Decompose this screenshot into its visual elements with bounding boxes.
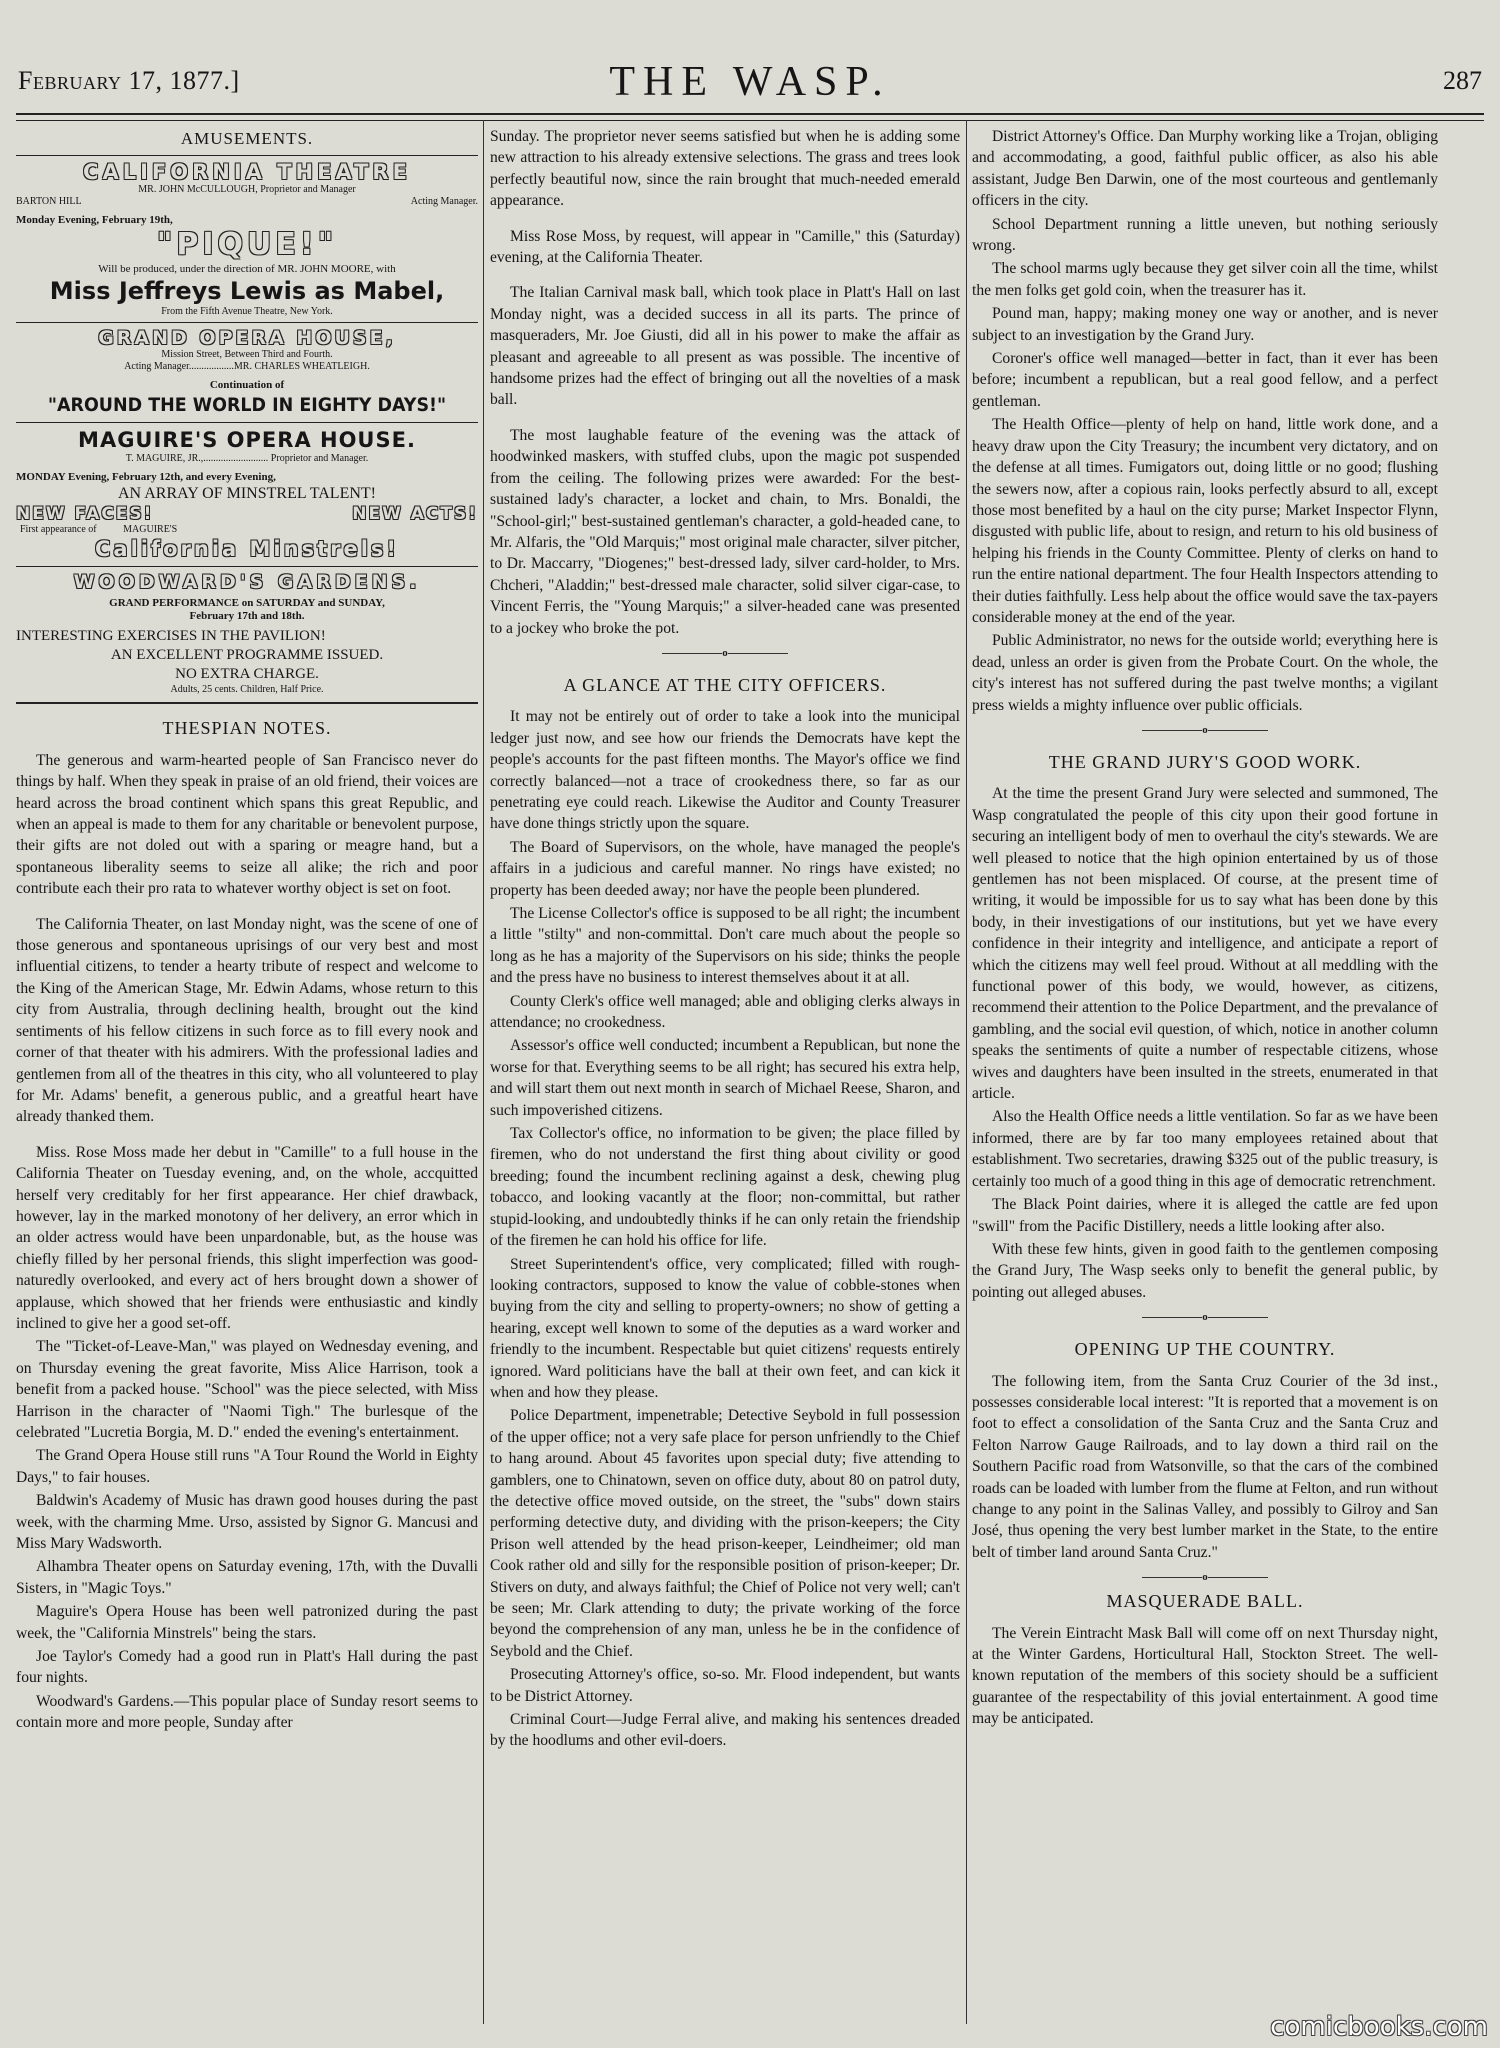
woodwards-no-charge: NO EXTRA CHARGE. (175, 666, 319, 683)
thespian-paragraph: The Grand Opera House still runs "A Tour Round the World in Eighty Days," to fair houses. (16, 1447, 478, 1486)
site-watermark: comicbooks.com (1270, 2012, 1488, 2042)
article-paragraph: Sunday. The proprietor never seems satisfied but when he is adding some new attraction to his already extensive selections. The grass and trees look perfectly beautiful now, since the rain brought that much-needed emerald appearance. (490, 128, 960, 210)
article-paragraph: The following item, from the Santa Cruz Courier of the 3d inst., possesses considerable local interest: "It is reported that a movement is on foot to effect a consolidation of the Santa Cruz and the Santa Cruz and Felton Narrow Gauge Railroads, and to lay down a third rail on the Southern Pacific road from Watsonville, so that the cars of the combined roads can be loaded with lumber from the flume at Felton, and run without change to any point in the Salinas Valley, and possibly to Gilroy and San José, thus opening the very best lumber market in the State, to the entire belt of timber land around Santa Cruz." (972, 1372, 1438, 1561)
page-number: 287 (1443, 66, 1482, 95)
section-separator: o (972, 1309, 1438, 1325)
thespian-paragraph: The California Theater, on last Monday night, was the scene of one of those generous and spontaneous uprisings of our very best and most influential citizens, to tender a hearty tribute of respect and welcome to the King of the American Stage, Mr. Edwin Adams, whose return to this city from Australia, through declining health, brought out the kind sentiments of his fellow citizens in such force as to fill every nook and corner of that theater with his admirers. With the professional ladies and gentlemen from all of the theatres in this city, who all volunteered to play for Mr. Adams' benefit, a generous public, and a greatful heart have already thanked them. (16, 915, 478, 1126)
issue-date: February 17, 1877.] (18, 66, 240, 95)
city-officers-heading: A GLANCE AT THE CITY OFFICERS. (563, 674, 887, 695)
maguires-date: MONDAY Evening, February 12th, and every Evening, (16, 471, 276, 484)
california-theatre-produced: Will be produced, under the direction of MR. JOHN MOORE, with (98, 263, 396, 276)
thespian-paragraph: The "Ticket-of-Leave-Man," was played on Wednesday evening, and on Thursday evening the great favorite, Miss Alice Harrison, took a benefit from a packed house. "School" was the piece selected, with Miss Harrison in the character of "Naomi Tigh." The burlesque of the celebrated "Lucretia Borgia, M. D." ended the evening's entertainment. (16, 1338, 478, 1441)
woodwards-programme: AN EXCELLENT PROGRAMME ISSUED. (110, 647, 384, 664)
california-theatre-play: "PIQUE!" (156, 227, 338, 263)
grand-opera-location: Mission Street, Between Third and Fourth. (161, 349, 333, 361)
article-paragraph: The Health Office—plenty of help on hand, little work done, and a heavy draw upon the City Treasury; the incumbent very dictatory, and on the defense at all times. Fumigators out, doing little or no good; flushing the sewers now, after a copious rain, looks perfectly absurd to all, except those most benefited by a haul on the city purse; Market Inspector Flynn, disgusted with public life, about to resign, and return to his old business of helping his friends in the County Committee. Plenty of clerks on hand to run the entire national department. The four Health Inspectors attending to their duties faithfully. Less help about the office would save the tax-payers considerable money at the end of the year. (972, 416, 1438, 626)
article-paragraph: With these few hints, given in good faith to the gentlemen composing the Grand Jury, The Wasp seeks only to benefit the general public, by pointing out alleged abuses. (972, 1240, 1438, 1301)
article-paragraph: At the time the present Grand Jury were selected and summoned, The Wasp congratulated the people of this city upon their good fortune in securing an intelligent body of men to overhaul the city's stewards. We are well pleased to notice that the high opinion entertained by us of those gentlemen has not been misplaced. Of course, at the present time of writing, it would be impossible for us to say what has been done by this body, in their investigations of our institutions, but yet we have every confidence in their integrity and intelligence, and anticipate a report of which the citizens may well feel proud. Without at all meddling with the functional power of this body, we would, however, as citizens, recommend their attention to the Police Department, and the prevalance of gambling, and the social evil question, of which, notice in another column speaks the sentiments of quite a number of respectable citizens, whose wives and daughters have been insulted in the streets, enumerated in that article. (972, 785, 1438, 1103)
article-paragraph: The school marms ugly because they get silver coin all the time, whilst the men folks get gold coin, when the treasurer has it. (972, 260, 1438, 299)
maguires-name: MAGUIRE'S OPERA HOUSE. (78, 428, 416, 453)
california-theatre-name: CALIFORNIA THEATRE (83, 160, 411, 185)
california-theatre-date: Monday Evening, February 19th, (16, 214, 173, 227)
article-paragraph: The License Collector's office is supposed to be all right; the incumbent a little "stilty" and non-committal. Don't care much about the people so long as he has a majority of the Supervisors on his side; thinks the people and the press have no business to interest themselves about it at all. (490, 905, 960, 987)
thespian-paragraph: Alhambra Theater opens on Saturday evening, 17th, with the Duvalli Sisters, in "Magic Toys." (16, 1558, 478, 1597)
amusements-heading: AMUSEMENTS. (180, 129, 314, 148)
grand-opera-show: "AROUND THE WORLD IN EIGHTY DAYS!" (47, 394, 447, 417)
thespian-paragraph: Baldwin's Academy of Music has drawn good houses during the past week, with the charming Mme. Urso, assisted by Signor G. Mancusi and Miss Mary Wadsworth. (16, 1492, 478, 1553)
california-theatre-manager: BARTON HILL Acting Manager. (16, 196, 478, 208)
maguires-array: AN ARRAY OF MINSTREL TALENT! (118, 485, 376, 503)
grand-opera-continuation: Continuation of (209, 379, 285, 392)
thespian-paragraph: The generous and warm-hearted people of San Francisco never do things by half. When they speak in praise of an old friend, their voices are heard across the broad continent which spans this great Republic, and when an appeal is made to them for any charitable or benevolent purpose, their gifts are not doled out with a sparing or meagre hand, but a spontaneous liberality seems to seize all alike; the rich and poor contribute each their pro rata to whatever worthy object is set on foot. (16, 751, 478, 898)
california-theatre-proprietor: MR. JOHN McCULLOUGH, Proprietor and Manager (138, 184, 356, 196)
section-separator: o (490, 645, 960, 661)
article-paragraph: Also the Health Office needs a little ventilation. So far as we have been informed, there are by far too many employees retained about that establishment. Two secretaries, drawing $325 out of the public treasury, is certainly too much of a good thing in this age of democratic retrenchment. (972, 1108, 1438, 1190)
column-1 (16, 126, 478, 2022)
grand-opera-manager: Acting Manager..................MR. CHARLES WHEATLEIGH. (124, 361, 370, 373)
maguires-label: MAGUIRE'S (123, 524, 178, 536)
grand-jury-heading: THE GRAND JURY'S GOOD WORK. (1048, 751, 1362, 772)
maguires-minstrels: California Minstrels! (95, 537, 399, 562)
maguires-new-acts: NEW ACTS! (352, 504, 478, 525)
article-paragraph: Police Department, impenetrable; Detective Seybold in full possession of the upper office; not a very safe place for person unfriendly to the Chief to hang around. About 45 favorites upon special duty; five attending to gamblers, one to Chinatown, seven on office duty, about 80 on patrol duty, the detective office moved outside, on the street, the "subs" down stairs performing detective duty, and dividing with the prison-keepers; the City Prison well attended by the head prison-keeper, Leindheimer; old man Cook rather old and silly for the responsible position of prison-keeper; Dr. Stivers on duty, and always faithful; the Chief of Police not very well; can't be seen; Mr. Clark attending to duty; the private working of the force beyond the comprehension of any man, unless he be in the confidence of Seybold and the Chief. (490, 1407, 960, 1660)
thespian-paragraph: Maguire's Opera House has been well patronized during the past week, the "California Minstrels" being the stars. (16, 1603, 478, 1642)
article-paragraph: Assessor's office well conducted; incumbent a Republican, but none the worse for that. Everything seems to be all right; has secured his extra help, and will start them out next month in search of Michael Reese, Sharon, and such impoverished citizens. (490, 1037, 960, 1119)
article-paragraph: The Verein Eintracht Mask Ball will come off on next Thursday night, at the Winter Gardens, Horticultural Hall, Stockton Street. The well-known reputation of the members of this society should be a sufficient guarantee of the respectability of this jovial entertainment. A good time may be anticipated. (972, 1624, 1438, 1728)
california-theatre-star: Miss Jeffreys Lewis as Mabel, (49, 277, 445, 306)
maguires-first-appearance: First appearance of (20, 524, 97, 536)
section-separator: o (972, 722, 1438, 738)
thespian-paragraph: Woodward's Gardens.—This popular place of Sunday resort seems to contain more and more people, Sunday after (16, 1692, 478, 1732)
article-paragraph: Miss Rose Moss, by request, will appear in "Camille," this (Saturday) evening, at the California Theater. (490, 227, 960, 267)
article-paragraph: The Board of Supervisors, on the whole, have managed the people's affairs in a judicious and careful manner. No rings have existed; no property has been deeded away; nor have the people been plundered. (490, 838, 960, 899)
article-paragraph: Pound man, happy; making money one way or another, and is never subject to an investigation by the Grand Jury. (972, 305, 1438, 344)
section-separator: o (972, 1569, 1438, 1585)
article-paragraph: Tax Collector's office, no information to be given; the place filled by firemen, who do not understand the first thing about civility or good breeding; found the incumbent reclining against a desk, chewing plug tobacco, and looking vacantly at the floor; non-committal, but rather stupid-looking, and undoubtedly thinks if he can only retain the friendship of the firemen he can hold his office for life. (490, 1125, 960, 1250)
article-paragraph: County Clerk's office well managed; able and obliging clerks always in attendance; no crookedness. (490, 992, 960, 1032)
maguires-proprietor: T. MAGUIRE, JR.,.......................... Proprietor and Manager. (125, 453, 369, 465)
woodwards-prices: Adults, 25 cents. Children, Half Price. (170, 684, 324, 696)
article-paragraph: Coroner's office well managed—better in fact, than it ever has been before; incumbent a republican, but a real good fellow, and a perfect gentleman. (972, 350, 1438, 410)
woodwards-name: WOODWARD'S GARDENS. (73, 571, 421, 594)
maguires-new-faces: NEW FACES! (16, 504, 154, 525)
opening-country-heading: OPENING UP THE COUNTRY. (1074, 1339, 1336, 1360)
article-paragraph: Prosecuting Attorney's office, so-so. Mr. Flood independent, but wants to be District Attorney. (490, 1666, 960, 1705)
newspaper-title: THE WASP. (609, 59, 891, 105)
woodwards-performance: GRAND PERFORMANCE on SATURDAY and SUNDAY, (109, 597, 385, 610)
woodwards-dates: February 17th and 18th. (189, 610, 305, 623)
column-2 (490, 126, 960, 2022)
article-paragraph: District Attorney's Office. Dan Murphy working like a Trojan, obliging and accommodating, a good, faithful public officer, as also his able assistant, Judge Ben Darwin, one of the most courteous and gentlemanly officers in the city. (972, 128, 1438, 210)
grand-opera-name: GRAND OPERA HOUSE, (98, 327, 396, 350)
thespian-heading: THESPIAN NOTES. (162, 718, 332, 739)
article-paragraph: The Italian Carnival mask ball, which took place in Platt's Hall on last Monday night, was a decided success in all its parts. The prince of masqueraders, Mr. Joe Giusti, did all in his power to make the affair as pleasant and agreeable to all present as was possible. The incentive of handsome prizes had the effect of bringing out all the novelties of a mask ball. (490, 284, 960, 409)
article-paragraph: It may not be entirely out of order to take a look into the municipal ledger just now, and see how our friends the Democrats have kept the people's accounts for the past fifteen months. The Mayor's office we find correctly balanced—not a trace of crookedness there, so far as our penetrating eye could reach. Likewise the Auditor and County Treasurer have done things strictly upon the square. (490, 708, 960, 833)
amusements-ad-block (16, 128, 478, 704)
article-paragraph: The Black Point dairies, where it is alleged the cattle are fed upon "swill" from the Pacific Distillery, needs a little looking after also. (972, 1196, 1438, 1235)
california-theatre-from: From the Fifth Avenue Theatre, New York. (161, 306, 333, 318)
masthead-rule (16, 113, 1484, 121)
column-divider (483, 120, 484, 2024)
article-paragraph: School Department running a little uneven, but nothing seriously wrong. (972, 215, 1438, 255)
column-3 (972, 126, 1438, 2022)
masthead (16, 58, 1484, 110)
article-paragraph: Street Superintendent's office, very complicated; filled with rough-looking contractors, supposed to know the value of cobble-stones when buying from the city and selling to property-owners; no show of getting a hearing, except well known to some of the deputies as a ward worker and friendly to the incumbent. Respectable but quiet citizens' requests entirely ignored. Ward politicians have the ball at their own feet, and can kick it when and how they please. (490, 1255, 960, 1401)
woodwards-exercises: INTERESTING EXERCISES IN THE PAVILION! (16, 628, 326, 645)
article-paragraph: Public Administrator, no news for the outside world; everything here is dead, unless an order is given from the Probate Court. On the whole, the city's interest has not suffered during the past twelve months; a vigilant press wields a mighty influence over public officials. (972, 632, 1438, 714)
article-paragraph: Criminal Court—Judge Ferral alive, and making his sentences dreaded by the hoodlums and other evil-doers. (490, 1711, 960, 1750)
thespian-paragraph: Joe Taylor's Comedy had a good run in Platt's Hall during the past four nights. (16, 1648, 478, 1687)
article-paragraph: The most laughable feature of the evening was the attack of hoodwinked maskers, with stuffed clubs, upon the magic pot suspended from the ceiling. The following prizes were awarded: For the best-sustained lady's character, a locket and chain, to Mrs. Bonaldi, the "School-girl;" best-sustained gentleman's character, a gold-headed cane, to Mr. Alfaris, the "Old Marquis;" most original male character, silver pitcher, to Dr. Maccarry, "Diogenes;" best-dressed lady, silver card-holder, to Mrs. Chcheri, "Aladdin;" best-dressed male character, solid silver cigar-case, to Vincent Ferris, the "Young Marquis;" a silver-headed cane was presented to a jockey who broke the pot. (490, 426, 960, 637)
column-divider (966, 120, 967, 2024)
masquerade-heading: MASQUERADE BALL. (1106, 1591, 1304, 1612)
thespian-paragraph: Miss. Rose Moss made her debut in "Camille" to a full house in the California Theater on Tuesday evening, and, on the whole, accquitted herself very creditably for her first appearance. Her chief drawback, however, lay in the marked monotony of her delivery, an error which in an older actress would have been unpardonable, but, as the house was chiefly filled by her personal friends, this slight imperfection was good-naturedly overlooked, and every act of hers brought down a shower of applause, which showed that her friends were enthusiastic and kindly inclined to give her a good set-off. (16, 1143, 478, 1332)
